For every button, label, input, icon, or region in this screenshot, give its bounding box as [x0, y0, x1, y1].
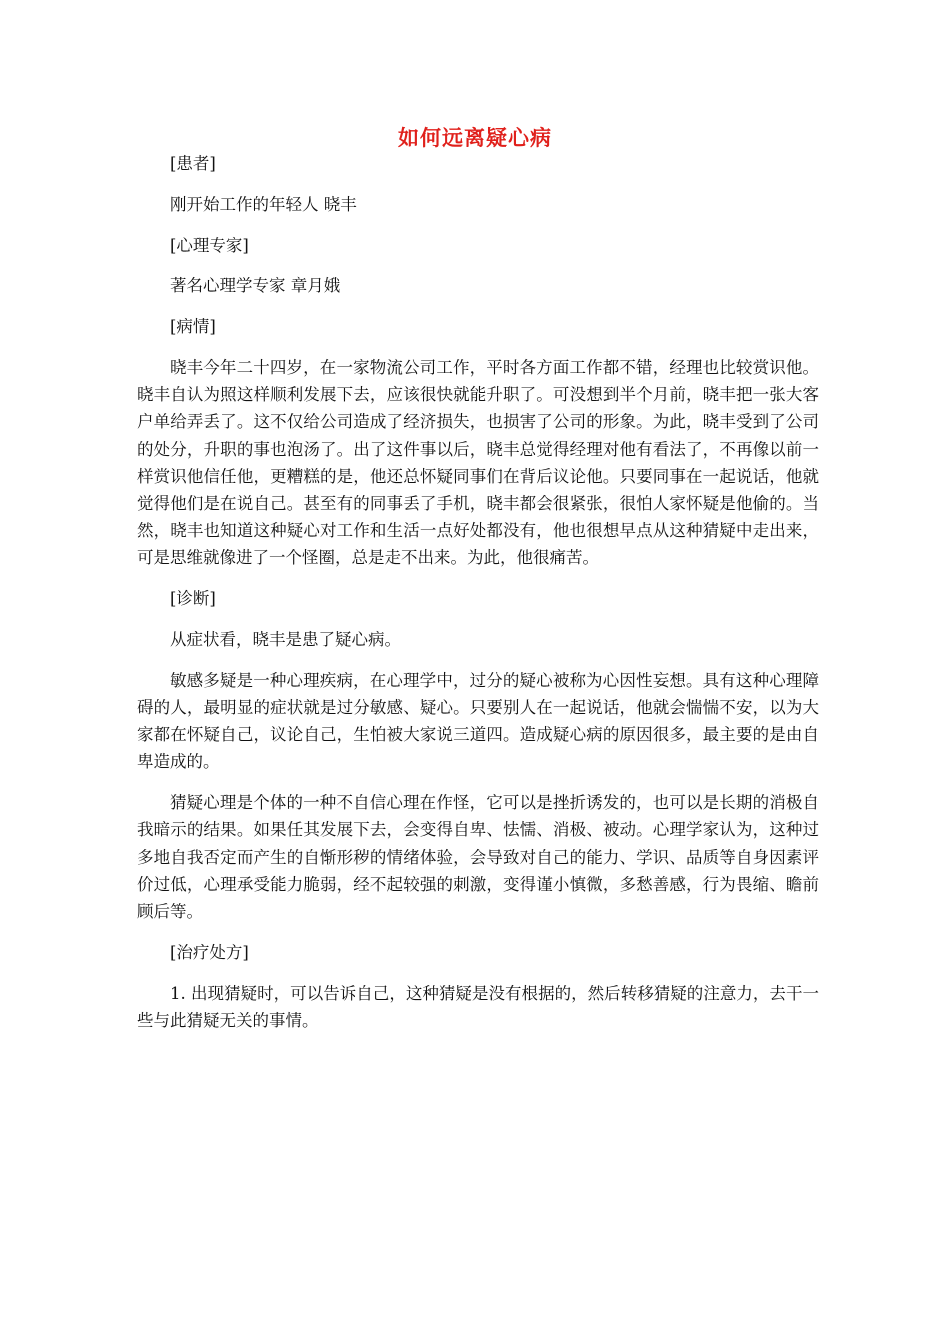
document-body [137, 150, 819, 1048]
patient-description: 刚开始工作的年轻人 晓丰 [170, 194, 357, 214]
section-heading-diagnosis: [诊断] [170, 589, 216, 609]
section-heading-patient: [患者] [170, 154, 216, 173]
section-heading-expert: [心理专家] [170, 235, 249, 255]
section-heading-treatment: [治疗处方] [170, 942, 249, 962]
treatment-item-1: 1. 出现猜疑时，可以告诉自己，这种猜疑是没有根据的，然后转移猜疑的注意力，去干一些与此猜疑无关的事情。 [137, 983, 819, 1030]
document-title: 如何远离疑心病 [398, 125, 552, 150]
section-heading-condition: [病情] [170, 317, 216, 337]
expert-description: 著名心理学专家 章月娥 [170, 276, 341, 296]
diagnosis-paragraph-1: 敏感多疑是一种心理疾病，在心理学中，过分的疑心被称为心因性妄想。具有这种心理障碍的人，最明显的症状就是过分敏感、疑心。只要别人在一起说话，他就会惴惴不安，以为大家都在怀疑自己，议论自己，生怕被大家说三道四。造成疑心病的原因很多，最主要的是由自卑造成的。 [137, 670, 819, 772]
diagnosis-paragraph-2: 猜疑心理是个体的一种不自信心理在作怪，它可以是挫折诱发的，也可以是长期的消极自我暗示的结果。如果任其发展下去，会变得自卑、怯懦、消极、被动。心理学家认为，这种过多地自我否定而产生的自惭形秽的情绪体验，会导致对自己的能力、学识、品质等自身因素评价过低，心理承受能力脆弱，经不起较强的刺激，变得谨小慎微，多愁善感，行为畏缩、瞻前顾后等。 [137, 793, 819, 922]
condition-paragraph: 晓丰今年二十四岁，在一家物流公司工作，平时各方面工作都不错，经理也比较赏识他。晓丰自认为照这样顺利发展下去，应该很快就能升职了。可没想到半个月前，晓丰把一张大客户单给弄丢了。这不仅给公司造成了经济损失，也损害了公司的形象。为此，晓丰受到了公司的处分，升职的事也泡汤了。出了这件事以后，晓丰总觉得经理对他有看法了，不再像以前一样赏识他信任他，更糟糕的是，他还总怀疑同事们在背后议论他。只要同事在一起说话，他就觉得他们是在说自己。甚至有的同事丢了手机，晓丰都会很紧张，很怕人家怀疑是他偷的。当然，晓丰也知道这种疑心对工作和生活一点好处都没有，他也很想早点从这种猜疑中走出来，可是思维就像进了一个怪圈，总是走不出来。为此，他很痛苦。 [137, 357, 819, 568]
diagnosis-summary: 从症状看，晓丰是患了疑心病。 [170, 630, 401, 649]
